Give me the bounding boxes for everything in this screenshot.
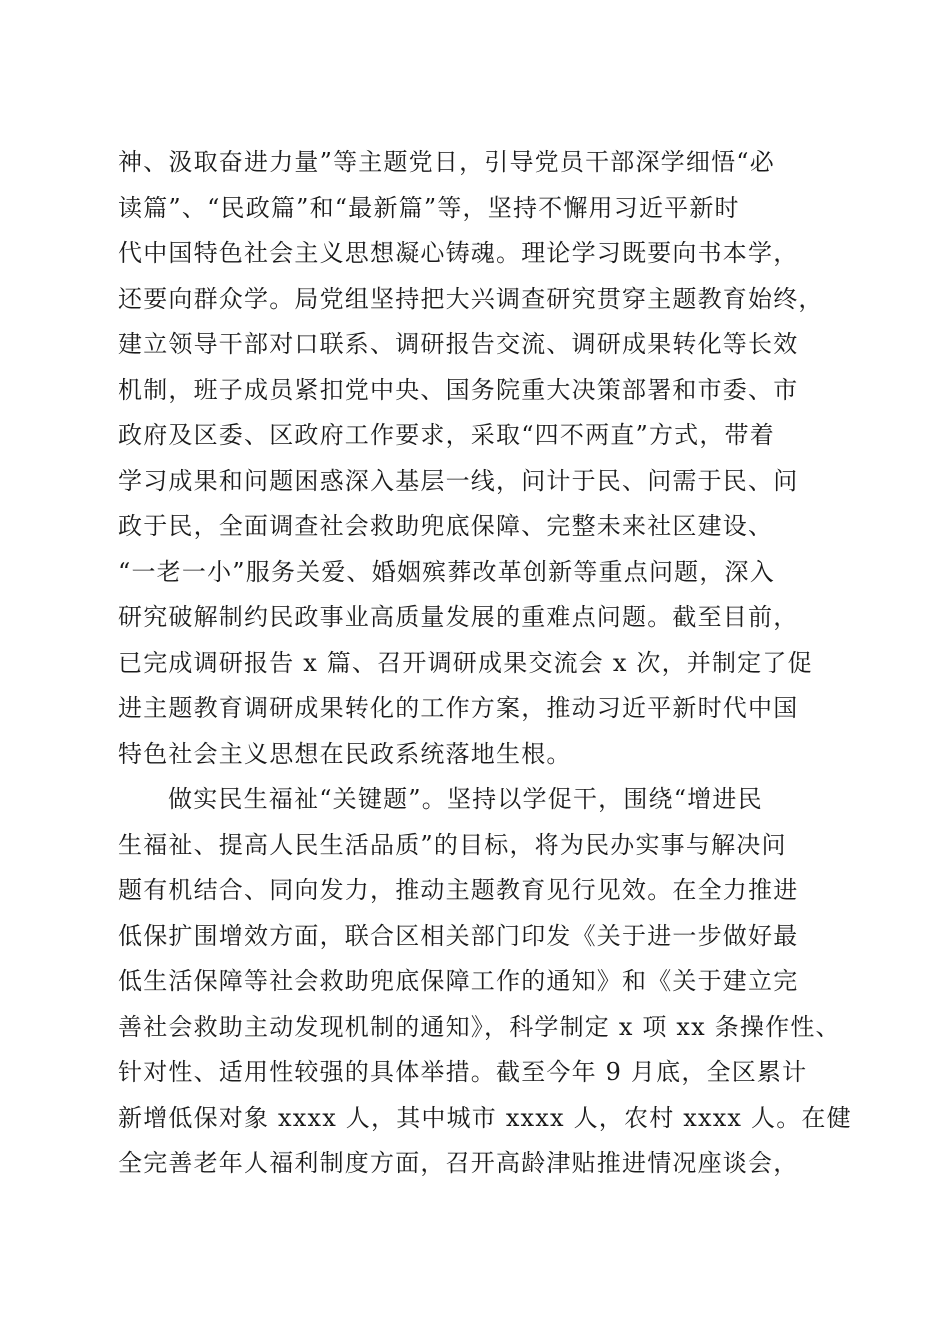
- paragraph-line: 神、汲取奋进力量”等主题党日，引导党员干部深学细悟“必: [118, 148, 775, 176]
- paragraph-line: 政于民，全面调查社会救助兜底保障、完整未来社区建设、: [118, 512, 774, 540]
- paragraph-line: 做实民生福祉“关键题”。坚持以学促干，围绕“增进民: [168, 785, 763, 813]
- paragraph-line: “一老一小”服务关爱、婚姻殡葬改革创新等重点问题，深入: [118, 557, 775, 586]
- paragraph-line: 特色社会主义思想在民政系统落地生根。: [118, 739, 572, 768]
- paragraph-line: 进主题教育调研成果转化的工作方案，推动习近平新时代中国: [118, 694, 799, 722]
- paragraph-line: 机制，班子成员紧扣党中央、国务院重大决策部署和市委、市: [118, 375, 799, 404]
- paragraph-line: 针对性、适用性较强的具体举措。截至今年 9 月底，全区累计: [118, 1058, 808, 1086]
- body-text: [118, 140, 852, 1187]
- paragraph-line: 低生活保障等社会救助兜底保障工作的通知》和《关于建立完: [118, 967, 799, 995]
- paragraph-line: 善社会救助主动发现机制的通知》，科学制定 x 项 xx 条操作性、: [118, 1012, 841, 1041]
- paragraph-line: 生福祉、提高人民生活品质”的目标，将为民办实事与解决问: [118, 830, 787, 859]
- paragraph-line: 还要向群众学。局党组坚持把大兴调查研究贯穿主题教育始终，: [118, 284, 824, 313]
- paragraph-line: 题有机结合、同向发力，推动主题教育见行见效。在全力推进: [118, 876, 799, 904]
- paragraph-line: 代中国特色社会主义思想凝心铸魂。理论学习既要向书本学，: [118, 239, 799, 267]
- paragraph-line: 研究破解制约民政事业高质量发展的重难点问题。截至目前，: [118, 603, 799, 631]
- paragraph-line: 新增低保对象 xxxx 人，其中城市 xxxx 人，农村 xxxx 人。在健: [118, 1103, 852, 1132]
- paragraph-line: 政府及区委、区政府工作要求，采取“四不两直”方式，带着: [118, 421, 775, 449]
- paragraph-1: [118, 140, 838, 777]
- paragraph-line: 学习成果和问题困惑深入基层一线，问计于民、问需于民、问: [118, 466, 799, 495]
- paragraph-line: 低保扩围增效方面，联合区相关部门印发《关于进一步做好最: [118, 921, 799, 950]
- paragraph-line: 读篇”、“民政篇”和“最新篇”等，坚持不懈用习近平新时: [118, 193, 740, 222]
- paragraph-line: 建立领导干部对口联系、调研报告交流、调研成果转化等长效: [118, 330, 799, 358]
- paragraph-2: [118, 777, 852, 1187]
- paragraph-line: 全完善老年人福利制度方面，召开高龄津贴推进情况座谈会，: [118, 1149, 799, 1177]
- paragraph-line: 已完成调研报告 x 篇、召开调研成果交流会 x 次，并制定了促: [118, 648, 813, 677]
